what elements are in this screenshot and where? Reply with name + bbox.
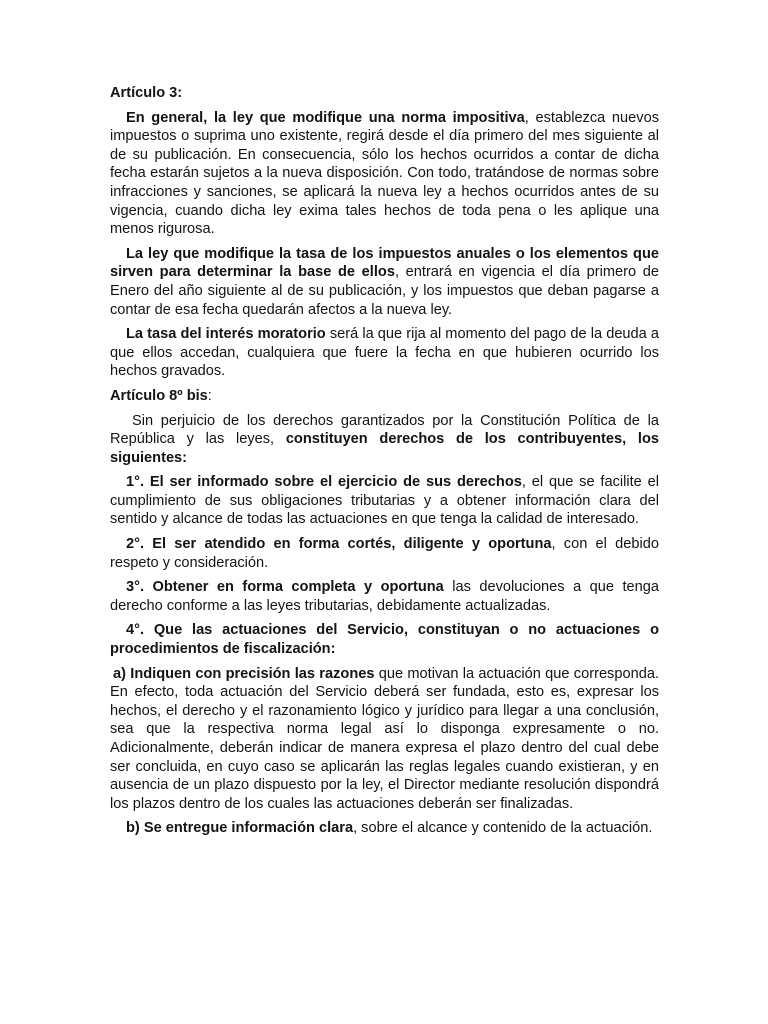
body-text: , con el debido respeto y consideración. — [110, 536, 659, 571]
emphasis-text: constituyen derechos de los contribuyentes, los siguientes: — [110, 431, 659, 466]
emphasis-text: 2°. El ser atendido en forma cortés, diligente y oportuna — [126, 536, 552, 553]
article-3-heading: Artículo 3: — [110, 85, 183, 101]
emphasis-text: En general, la ley que modifique una norma impositiva — [126, 109, 525, 126]
body-text: , entrará en vigencia el día primero de Enero del año siguiente al de su publicación, y los impuestos que deban pagarse a contar de esa fecha quedarán afectos a la nueva ley. — [110, 264, 659, 318]
body-text: Sin perjuicio de los derechos garantizados por la Constitución Política de la República y las leyes, — [110, 412, 659, 448]
article-8-bis-intro — [110, 412, 659, 468]
article-8-bis-colon: : — [207, 387, 212, 404]
right-item-2 — [110, 535, 659, 572]
right-item-4-b — [110, 819, 659, 838]
body-text: las devoluciones a que tenga derecho conforme a las leyes tributarias, debidamente actualizadas. — [110, 579, 659, 614]
body-text: será la que rija al momento del pago de la deuda a que ellos accedan, cualquiera que fuere la fecha en que hubieren ocurrido los hechos gravados. — [110, 326, 660, 380]
article-3-paragraph-3 — [110, 325, 659, 381]
right-item-4 — [110, 621, 659, 658]
document-page — [110, 84, 659, 844]
emphasis-text: La tasa del interés moratorio — [126, 326, 326, 343]
article-8-bis-heading — [110, 387, 659, 406]
body-text: , sobre el alcance y contenido de la actuación. — [353, 820, 653, 837]
right-item-1 — [110, 473, 659, 529]
emphasis-text: La ley que modifique la tasa de los impuestos anuales o los elementos que sirven para determinar la base de ellos — [110, 245, 659, 281]
body-text: que motivan la actuación que corresponda. En efecto, toda actuación del Servicio deberá ser fundada, esto es, expresar los hechos, el derecho y el razonamiento lógico y jurídico para llegar a una conclusión, sea que la respectiva norma legal así lo disponga expresamente o no. Adicionalmente, deberán indicar de manera expresa el plazo dentro del cual debe ser concluida, en cuyo caso se aplicarán las reglas legales cuando existieran, y en ausencia de un plazo dispuesto por la ley, el Director mediante resolución dispondrá los plazos dentro de los cuales las actuaciones deberán ser finalizadas. — [110, 665, 659, 812]
article-3-paragraph-2 — [110, 245, 659, 319]
right-item-3 — [110, 578, 659, 615]
emphasis-text: 4°. Que las actuaciones del Servicio, constituyan o no actuaciones o procedimientos de fiscalización: — [110, 622, 659, 658]
article-8-bis-title: Artículo 8º bis — [110, 387, 208, 404]
emphasis-text: 1°. El ser informado sobre el ejercicio de sus derechos — [126, 474, 522, 491]
right-item-4-a — [110, 665, 659, 814]
emphasis-text: 3°. Obtener en forma completa y oportuna — [126, 579, 444, 596]
emphasis-text: b) Se entregue información clara — [126, 820, 354, 837]
body-text: , el que se facilite el cumplimiento de sus obligaciones tributarias y a obtener información clara del sentido y alcance de todas las actuaciones en que tenga la calidad de interesado. — [110, 474, 659, 528]
article-3-paragraph-1 — [110, 109, 659, 239]
emphasis-text: a) Indiquen con precisión las razones — [113, 665, 375, 682]
body-text: , establezca nuevos impuestos o suprima uno existente, regirá desde el día primero del mes siguiente al de su publicación. En consecuencia, sólo los hechos ocurridos a contar de dicha fecha estarán sujetos a la nueva disposición. Con todo, tratándose de normas sobre infracciones y sanciones, se aplicará la nueva ley a hechos ocurridos antes de su vigencia, cuando dicha ley exima tales hechos de toda pena o les aplique una menos rigurosa. — [110, 109, 659, 238]
